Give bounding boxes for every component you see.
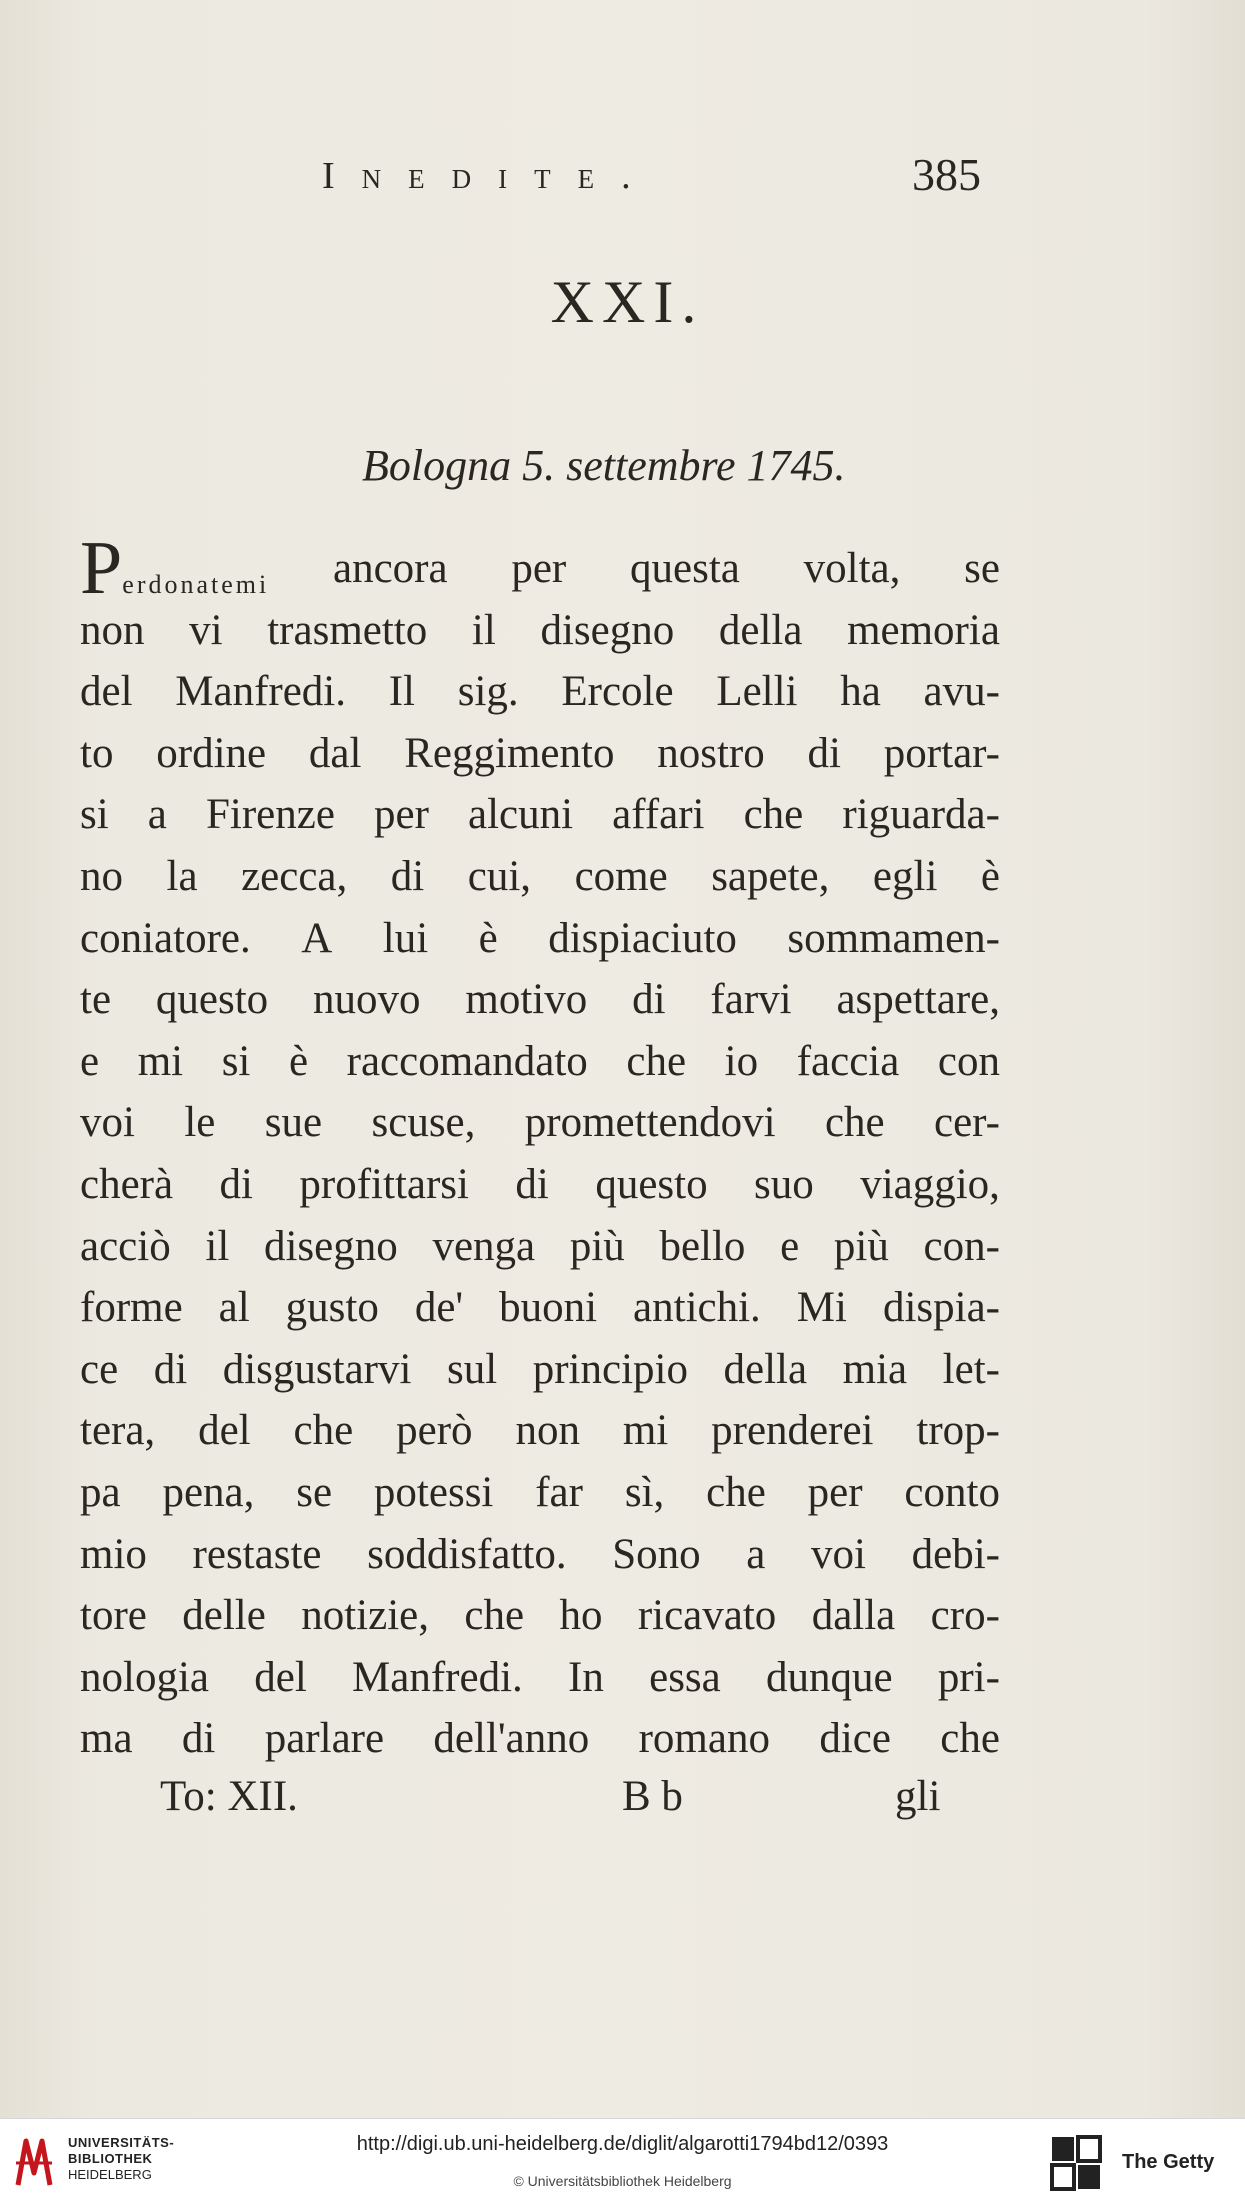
signature-mark: B b [622,1773,683,1820]
word: restaste [192,1530,322,1578]
word: con- [923,1222,1000,1270]
text-line [80,1216,1000,1278]
text-line [80,1154,1000,1216]
text-line [80,1585,1000,1647]
word: debi- [911,1530,1000,1578]
word: se [964,545,1000,592]
word: aspettare, [836,976,1000,1024]
word: che [293,1407,354,1455]
word: io [724,1037,759,1085]
word: più [833,1222,889,1270]
word: parlare [264,1715,385,1763]
word: buoni [499,1284,598,1332]
word: sommamen- [787,914,1000,962]
word: che [706,1468,766,1516]
word: del [198,1407,251,1455]
word: affari [612,791,705,839]
word: scuse, [371,1099,476,1147]
word: disgustarvi [222,1345,412,1393]
word: Il [388,668,416,716]
word: pri- [937,1653,1000,1701]
word: viaggio, [860,1160,1000,1208]
word: con [937,1037,1000,1085]
word: questa [630,545,740,592]
word: lui [382,914,429,962]
institution-line-2: BIBLIOTHEK [68,2151,153,2166]
word: è [980,852,1000,900]
word: conto [904,1468,1000,1516]
word: trop- [916,1407,1000,1455]
text-line [80,1339,1000,1401]
word: si [80,791,109,839]
institution-line-1: UNIVERSITÄTS- [68,2135,175,2150]
word: al [218,1284,250,1332]
word: Lelli [716,668,798,716]
word: principio [532,1345,688,1393]
word: potessi [373,1468,494,1516]
opening-word [80,526,270,610]
word: cui, [467,852,532,900]
word: ho [559,1592,603,1640]
word: bello [659,1222,746,1270]
word: di [807,729,841,777]
word: di [515,1160,549,1208]
word: la [166,852,198,900]
word: ce [80,1345,119,1393]
word: e [80,1037,100,1085]
word: alcuni [468,791,574,839]
catchword: gli [895,1773,941,1820]
word: dispiaciuto [548,914,737,962]
word: disegno [540,606,675,654]
word: sapete, [711,852,830,900]
word: to [80,729,114,777]
word: promettendovi [524,1099,776,1147]
word: soddisfatto. [367,1530,567,1578]
word: dal [308,729,362,777]
word: per [511,545,567,592]
word: sì, [624,1468,665,1516]
word: del [254,1653,307,1701]
text-line [80,526,1000,610]
word: il [471,606,496,654]
word: di [181,1715,216,1763]
word: forme [80,1284,183,1332]
word: Manfredi. [352,1653,523,1701]
word: raccomandato [346,1037,588,1085]
word: non [80,606,145,654]
word: gusto [285,1284,379,1332]
word: memoria [847,606,1000,654]
word: che [464,1592,525,1640]
word: voi [80,1099,135,1147]
word: ricavato [637,1592,777,1640]
opening-smallcaps: erdonatemi [122,570,270,599]
running-title: Inedite. [322,155,658,197]
text-line [80,1400,1000,1462]
word: tera, [80,1407,156,1455]
word: le [184,1099,216,1147]
viewer-footer [0,2118,1245,2208]
text-line [80,1031,1000,1093]
word: nostro [657,729,765,777]
word: notizie, [301,1592,429,1640]
text-line [80,600,1000,662]
word: sig. [457,668,519,716]
word: ancora [333,545,448,592]
word: cherà [80,1160,174,1208]
copyright-notice: © Universitätsbibliothek Heidelberg [513,2173,732,2189]
signature-line [0,1772,1245,1832]
word: Ercole [561,668,674,716]
word: è [288,1037,309,1085]
word: Reggimento [404,729,615,777]
word: dalla [811,1592,896,1640]
word: per [374,791,429,839]
word: farvi [710,976,792,1024]
word: vi [189,606,223,654]
word: dell'anno [433,1715,590,1763]
word: mio [80,1530,147,1578]
word: prenderei [711,1407,874,1455]
word: let- [942,1345,1000,1393]
word: disegno [263,1222,398,1270]
letter-body [80,526,1000,1770]
word: te [80,976,112,1024]
permalink[interactable]: http://digi.ub.uni-heidelberg.de/diglit/algarotti1794bd12/0393 [356,2133,889,2155]
word: In [568,1653,604,1701]
word: ma [80,1715,133,1763]
word: per [807,1468,863,1516]
word: tore [80,1592,147,1640]
word: pa [80,1468,121,1516]
text-line [80,1524,1000,1586]
word: sul [446,1345,498,1393]
word: di [219,1160,253,1208]
text-line [80,784,1000,846]
word: come [574,852,668,900]
volume-signature: To: XII. [160,1773,298,1820]
word: antichi. [633,1284,761,1332]
word: de' [414,1284,464,1332]
word: coniatore. [80,914,251,962]
word: di [153,1345,188,1393]
word: e [780,1222,800,1270]
chapter-heading: XXI. [550,269,705,335]
word: dispia- [882,1284,1000,1332]
text-line [80,908,1000,970]
word: motivo [465,976,588,1024]
word: del [80,668,133,716]
word: sue [264,1099,323,1147]
word: più [569,1222,625,1270]
word: Firenze [205,791,335,839]
word: avu- [923,668,1000,716]
text-line [80,1277,1000,1339]
text-line [80,969,1000,1031]
word: cro- [930,1592,1000,1640]
text-line [80,846,1000,908]
word: il [205,1222,230,1270]
word: però [396,1407,473,1455]
text-line [80,723,1000,785]
word: no [80,852,123,900]
word: della [718,606,803,654]
word: a [746,1530,766,1578]
word: si [221,1037,251,1085]
word: profittarsi [299,1160,469,1208]
dateline: Bologna 5. settembre 1745. [362,441,846,490]
word: che [626,1037,687,1085]
word: A [301,914,333,962]
word: dice [819,1715,891,1763]
word: trasmetto [267,606,428,654]
word: portar- [883,729,1000,777]
word: egli [872,852,938,900]
drop-cap: P [80,526,123,610]
word: Mi [796,1284,847,1332]
word: essa [649,1653,721,1701]
word: nuovo [313,976,421,1024]
text-line [80,1708,1000,1770]
institution-line-3: HEIDELBERG [68,2167,152,2182]
word: di [390,852,425,900]
word: voi [811,1530,866,1578]
running-head [0,148,1245,208]
text-line [80,1462,1000,1524]
word: venga [432,1222,536,1270]
word: che [743,791,804,839]
word: ordine [156,729,267,777]
word: mi [622,1407,669,1455]
word: se [296,1468,333,1516]
word: suo [754,1160,814,1208]
word: volta, [803,545,901,592]
page-number: 385 [912,149,981,200]
text-line [80,1092,1000,1154]
word: nologia [80,1653,209,1701]
word: romano [638,1715,770,1763]
word: faccia [796,1037,900,1085]
word: che [824,1099,885,1147]
word: mi [137,1037,184,1085]
word: questo [155,976,269,1024]
partner-name: The Getty [1122,2151,1215,2173]
word: pena, [162,1468,255,1516]
word: mia [842,1345,908,1393]
word: Manfredi. [175,668,347,716]
word: acciò [80,1222,171,1270]
word: riguarda- [842,791,1000,839]
word: ha [840,668,881,716]
getty-logo-icon [1050,2135,1102,2191]
word: della [723,1345,808,1393]
word: è [478,914,498,962]
word: non [515,1407,580,1455]
word: zecca, [241,852,348,900]
word: a [147,791,167,839]
word: che [940,1715,1000,1763]
word: cer- [934,1099,1000,1147]
word: questo [595,1160,708,1208]
word: delle [182,1592,266,1640]
word: dunque [766,1653,893,1701]
text-line [80,661,1000,723]
text-line [80,1647,1000,1709]
word: far [535,1468,583,1516]
word: Sono [612,1530,701,1578]
word: di [632,976,666,1024]
